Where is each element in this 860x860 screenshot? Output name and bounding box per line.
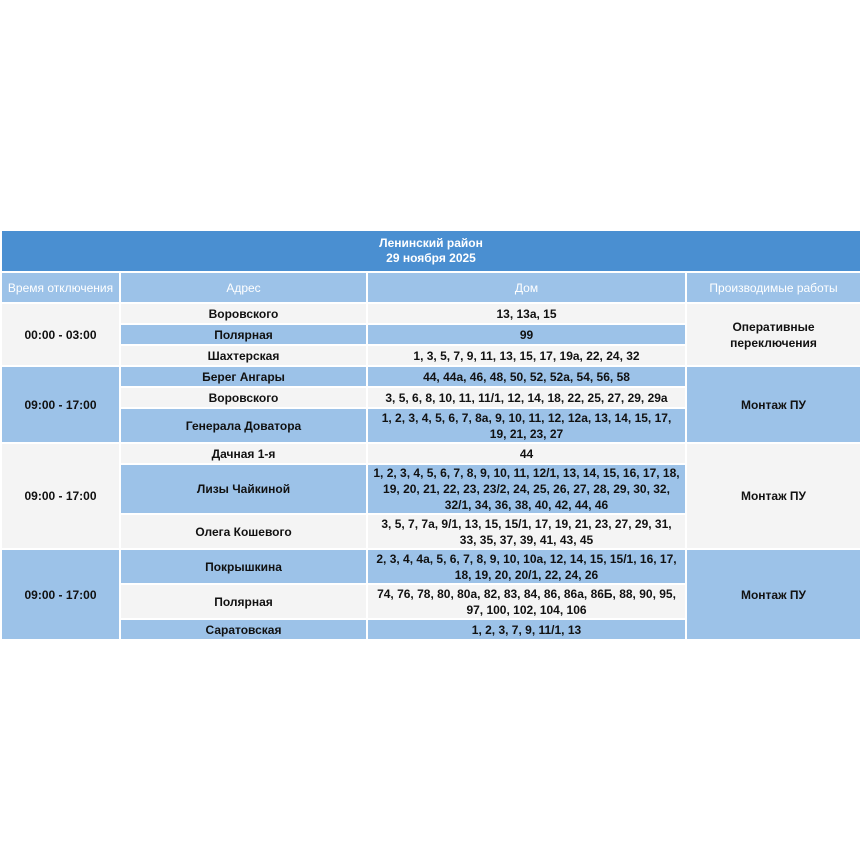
house-numbers: 3, 5, 6, 8, 10, 11, 11/1, 12, 14, 18, 22, 25, 27, 29, 29а: [367, 387, 686, 408]
outage-time: 00:00 - 03:00: [1, 303, 120, 366]
house-numbers: 99: [367, 324, 686, 345]
house-numbers: 44: [367, 443, 686, 464]
work-type: Монтаж ПУ: [686, 443, 860, 549]
table-row: [1, 443, 860, 464]
table-row: [1, 303, 860, 324]
table-title: [1, 230, 860, 272]
street-name: Генерала Доватора: [120, 408, 367, 443]
street-name: Берег Ангары: [120, 366, 367, 387]
table-row: [1, 366, 860, 387]
street-name: Покрышкина: [120, 549, 367, 584]
street-name: Дачная 1-я: [120, 443, 367, 464]
column-header-address: Адрес: [120, 272, 367, 303]
house-numbers: 1, 2, 3, 4, 5, 6, 7, 8, 9, 10, 11, 12/1, 13, 14, 15, 16, 17, 18, 19, 20, 21, 22, 23, 23/2, 24, 25, 26, 27, 28, 29, 30, 32, 32/1, 34, 36, 38, 40, 42, 44, 46: [367, 464, 686, 514]
street-name: Лизы Чайкиной: [120, 464, 367, 514]
street-name: Шахтерская: [120, 345, 367, 366]
table-row: [1, 549, 860, 584]
street-name: Саратовская: [120, 619, 367, 640]
house-numbers: 44, 44а, 46, 48, 50, 52, 52а, 54, 56, 58: [367, 366, 686, 387]
outage-time: 09:00 - 17:00: [1, 549, 120, 640]
column-header-house: Дом: [367, 272, 686, 303]
outage-time: 09:00 - 17:00: [1, 443, 120, 549]
house-numbers: 1, 2, 3, 7, 9, 11/1, 13: [367, 619, 686, 640]
column-header-time: Время отключения: [1, 272, 120, 303]
work-type: Монтаж ПУ: [686, 549, 860, 640]
title-row: [1, 230, 860, 272]
street-name: Воровского: [120, 303, 367, 324]
house-numbers: 74, 76, 78, 80, 80а, 82, 83, 84, 86, 86а, 86Б, 88, 90, 95, 97, 100, 102, 104, 106: [367, 584, 686, 619]
schedule-date: 29 ноября 2025: [386, 251, 476, 265]
house-numbers: 1, 2, 3, 4, 5, 6, 7, 8а, 9, 10, 11, 12, 12а, 13, 14, 15, 17, 19, 21, 23, 27: [367, 408, 686, 443]
column-header-row: [1, 272, 860, 303]
column-header-work: Производимые работы: [686, 272, 860, 303]
street-name: Полярная: [120, 324, 367, 345]
outage-time: 09:00 - 17:00: [1, 366, 120, 443]
outage-schedule-table: [0, 229, 860, 641]
district-title: Ленинский район: [379, 236, 483, 250]
street-name: Воровского: [120, 387, 367, 408]
house-numbers: 2, 3, 4, 4а, 5, 6, 7, 8, 9, 10, 10а, 12, 14, 15, 15/1, 16, 17, 18, 19, 20, 20/1, 22, 24, 26: [367, 549, 686, 584]
work-type: Монтаж ПУ: [686, 366, 860, 443]
house-numbers: 1, 3, 5, 7, 9, 11, 13, 15, 17, 19а, 22, 24, 32: [367, 345, 686, 366]
work-type: Оперативные переключения: [686, 303, 860, 366]
street-name: Олега Кошевого: [120, 514, 367, 549]
street-name: Полярная: [120, 584, 367, 619]
house-numbers: 3, 5, 7, 7а, 9/1, 13, 15, 15/1, 17, 19, 21, 23, 27, 29, 31, 33, 35, 37, 39, 41, 43, 45: [367, 514, 686, 549]
house-numbers: 13, 13а, 15: [367, 303, 686, 324]
